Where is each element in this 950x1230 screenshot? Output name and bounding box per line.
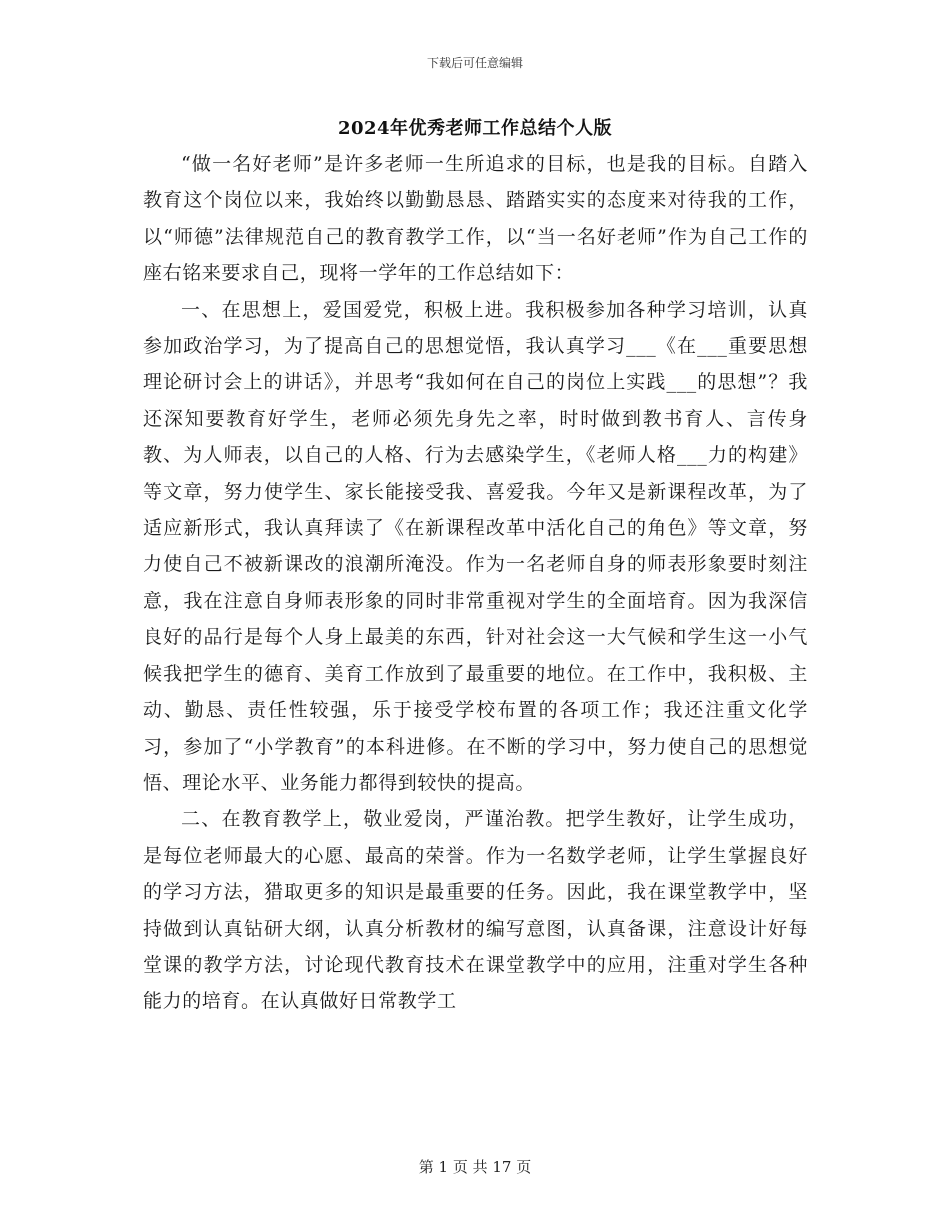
paragraph-ideology: 一、在思想上，爱国爱党，积极上进。我积极参加各种学习培训，认真参加政治学习，为了提高自己的思想觉悟，我认真学习___《在___重要思想理论研讨会上的讲话》，并思考“我如何在自己的岗位上实践___的思想”？我还深知要教育好学生，老师必须先身先之率，时时做到教书育人、言传身教、为人师表，以自己的人格、行为去感染学生，《老师人格___力的构建》等文章，努力使学生、家长能接受我、喜爱我。今年又是新课程改革，为了适应新形式，我认真拜读了《在新课程改革中活化自己的角色》等文章，努力使自己不被新课改的浪潮所淹没。作为一名老师自身的师表形象要时刻注意，我在注意自身师表形象的同时非常重视对学生的全面培育。因为我深信良好的品行是每个人身上最美的东西，针对社会这一大气候和学生这一小气候我把学生的德育、美育工作放到了最重要的地位。在工作中，我积极、主动、勤恳、责任性较强，乐于接受学校布置的各项工作；我还注重文化学习，参加了“小学教育”的本科进修。在不断的学习中，努力使自己的思想觉悟、理论水平、业务能力都得到较快的提高。 xyxy=(143,298,808,794)
document-body xyxy=(143,146,808,1020)
header-note: 下载后可任意编辑 xyxy=(426,56,523,70)
page-number: 第 1 页 共 17 页 xyxy=(418,1158,532,1176)
paragraph-teaching: 二、在教育教学上，敬业爱岗，严谨治教。把学生教好，让学生成功，是每位老师最大的心愿、最高的荣誉。作为一名数学老师，让学生掌握良好的学习方法，猎取更多的知识是最重要的任务。因此，我在课堂教学中，坚持做到认真钻研大纲，认真分析教材的编写意图，认真备课，注意设计好每堂课的教学方法，讨论现代教育技术在课堂教学中的应用，注重对学生各种能力的培育。在认真做好日常教学工 xyxy=(143,808,808,1013)
paragraph-intro: “做一名好老师”是许多老师一生所追求的目标，也是我的目标。自踏入教育这个岗位以来，我始终以勤勤恳恳、踏踏实实的态度来对待我的工作，以“师德”法律规范自己的教育教学工作，以“当一名好老师”作为自己工作的座右铭来要求自己，现将一学年的工作总结如下： xyxy=(143,153,808,285)
document-title: 2024年优秀老师工作总结个人版 xyxy=(337,118,613,139)
